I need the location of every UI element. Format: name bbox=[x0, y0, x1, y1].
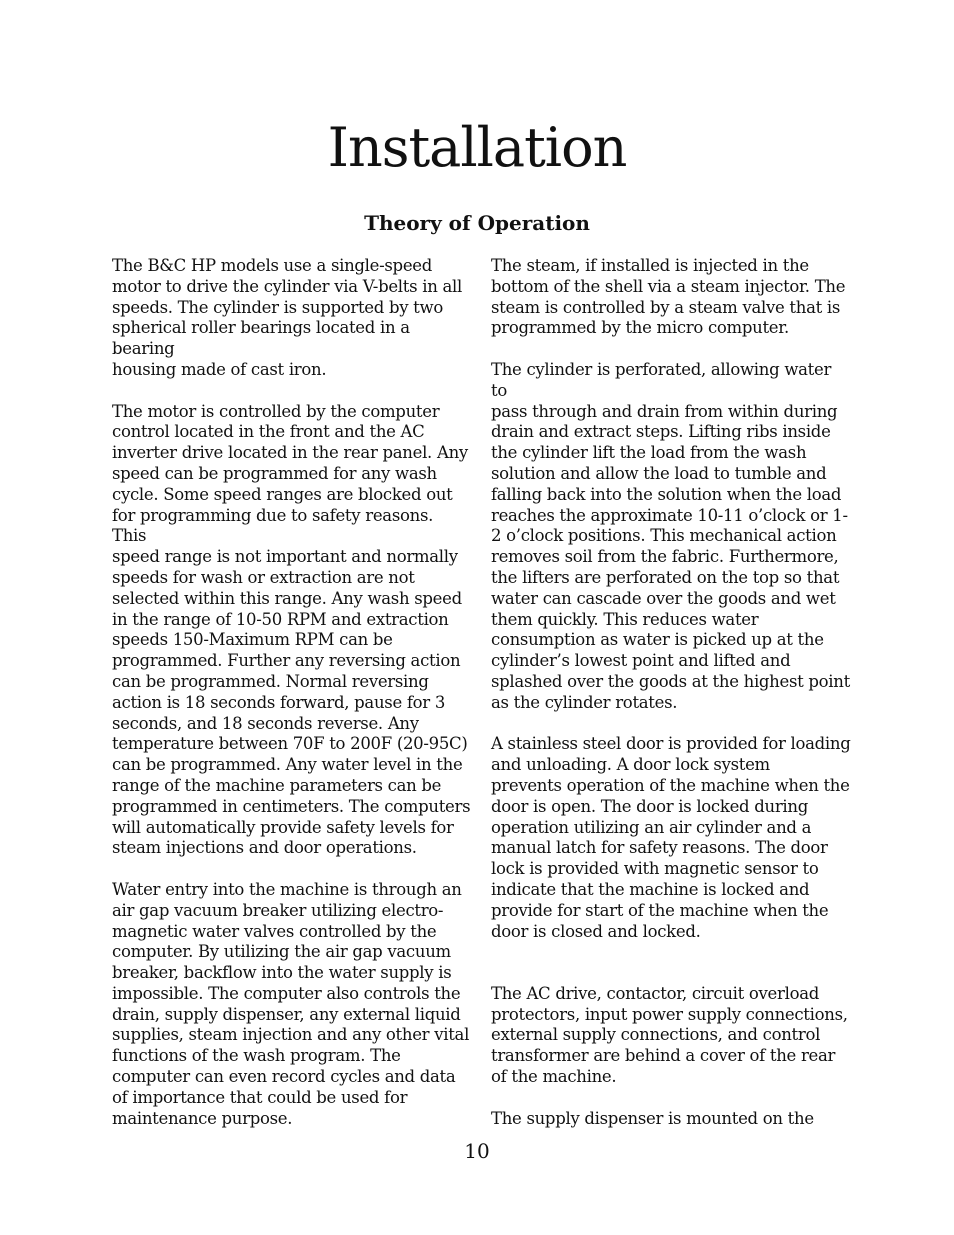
paragraph-motor-control: The motor is controlled by the computer control located in the front and the AC inverter drive located in the rear panel. Any speed can be programmed for any wash cycle. Some speed ranges are blocked out for programming due to safety reasons. This speed range is not important and normally speeds for wash or extraction are not selected within this range. Any wash speed in the range of 10-50 RPM and extraction speeds 150-Maximum RPM can be programmed. Further any reversing action can be programmed. Normal reversing action is 18 seconds forward, pause for 3 seconds, and 18 seconds reverse. Any temperature between 70F to 200F (20-95C) can be programmed. Any water level in the range of the machine parameters can be programmed in centimeters. The computers will automatically provide safety levels for steam injections and door operations. bbox=[112, 401, 471, 858]
paragraph-steam: The steam, if installed is injected in the bottom of the shell via a steam injector. The steam is controlled by a steam valve that is programmed by the micro computer. bbox=[491, 256, 846, 338]
paragraph-ac-drive: The AC drive, contactor, circuit overload protectors, input power supply connections, external supply connections, and control transformer are behind a cover of the rear of the machine. bbox=[491, 983, 848, 1087]
paragraph-supply-dispenser: The supply dispenser is mounted on the bbox=[491, 1108, 814, 1128]
right-column bbox=[491, 256, 851, 1150]
left-column bbox=[112, 256, 472, 1150]
paragraph-water-entry: Water entry into the machine is through an air gap vacuum breaker utilizing electro- magnetic water valves controlled by the computer. By utilizing the air gap vacuum breaker, backflow into the water supply is impossible. The computer also controls the drain, supply dispenser, any external liquid supplies, steam injection and any other vital functions of the wash program. The computer can even record cycles and data of importance that could be used for maintenance purpose. bbox=[112, 879, 470, 1128]
paragraph-door: A stainless steel door is provided for loading and unloading. A door lock system prevents operation of the machine when the door is open. The door is locked during operation utilizing an air cylinder and a manual latch for safety reasons. The door lock is provided with magnetic sensor to indicate that the machine is locked and provide for start of the machine when the door is closed and locked. bbox=[491, 734, 851, 941]
section-title: Theory of Operation bbox=[364, 211, 590, 235]
paragraph-cylinder: The cylinder is perforated, allowing water to pass through and drain from within during drain and extract steps. Lifting ribs inside the cylinder lift the load from the wash solution and allow the load to tumble and falling back into the solution when the load reaches the approximate 10-11 o’clock or 1- 2 o’clock positions. This mechanical action removes soil from the fabric. Furthermore, the lifters are perforated on the top so that water can cascade over the goods and wet them quickly. This reduces water consumption as water is picked up at the cylinder’s lowest point and lifted and splashed over the goods at the highest point as the cylinder rotates. bbox=[491, 359, 850, 712]
paragraph-drive-system: The B&C HP models use a single-speed motor to drive the cylinder via V-belts in all speeds. The cylinder is supported by two spherical roller bearings located in a bearing housing made of cast iron. bbox=[112, 256, 462, 379]
page-title: Installation bbox=[327, 116, 627, 179]
page-number: 10 bbox=[464, 1139, 490, 1163]
